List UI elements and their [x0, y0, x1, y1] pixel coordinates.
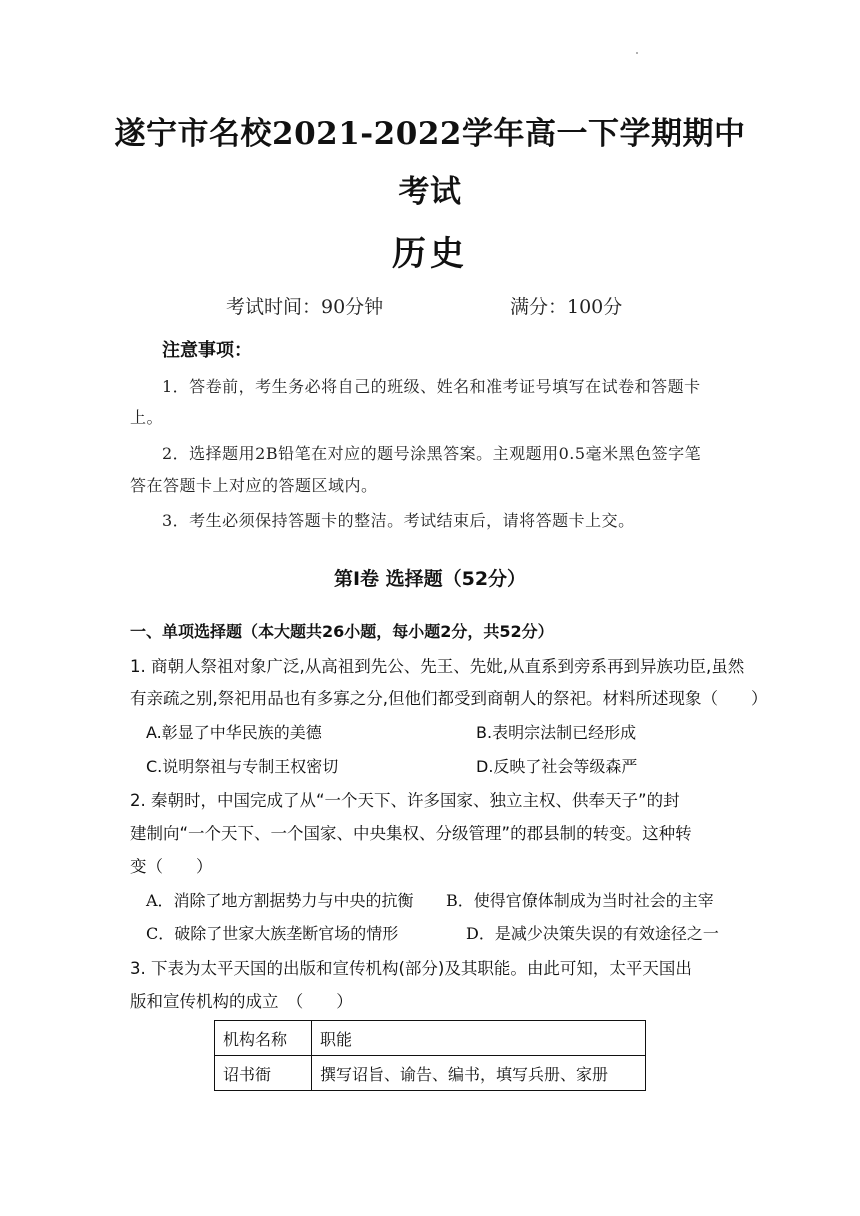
- table-header-row: [215, 1021, 646, 1056]
- question-2-line2: 建制向“一个天下、一个国家、中央集权、分级管理”的郡县制的转变。这种转: [130, 824, 692, 843]
- subject-title: 历史: [392, 234, 468, 274]
- question-2-line1: 2. 秦朝时，中国完成了从“一个天下、许多国家、独立主权、供奉天子”的封: [130, 791, 680, 810]
- question-2-line3: 变（ ）: [130, 857, 213, 876]
- section-title: 第Ⅰ卷 选择题（52分）: [333, 568, 527, 590]
- notice-item-2-line2: 答在答题卡上对应的答题区域内。: [130, 476, 378, 495]
- question-2-option-d: D．是减少决策失误的有效途径之一: [466, 924, 719, 943]
- table-header-cell: 职能: [312, 1021, 646, 1056]
- question-1-option-c: C.说明祭祖与专制王权密切: [146, 757, 339, 776]
- notice-item-1-line2: 上。: [130, 408, 164, 427]
- notice-item-1-line1: 1．答卷前，考生务必将自己的班级、姓名和准考证号填写在试卷和答题卡: [162, 377, 701, 396]
- table-header-cell: 机构名称: [215, 1021, 312, 1056]
- table-row: [215, 1056, 646, 1091]
- exam-title-line2: 考试: [398, 174, 462, 210]
- exam-time: 考试时间：90分钟: [226, 296, 384, 318]
- table-cell: 诏书衙: [215, 1056, 312, 1091]
- question-2-option-c: C．破除了世家大族垄断官场的情形: [146, 924, 399, 943]
- scan-dot: [636, 52, 638, 54]
- notice-item-3: 3．考生必须保持答题卡的整洁。考试结束后，请将答题卡上交。: [162, 511, 635, 530]
- question-3-line1: 3. 下表为太平天国的出版和宣传机构(部分)及其职能。由此可知，太平天国出: [130, 959, 692, 978]
- question-1-line2: 有亲疏之别,祭祀用品也有多寡之分,但他们都受到商朝人的祭祀。材料所述现象（ ）: [130, 689, 768, 708]
- question-1-option-a: A.彰显了中华民族的美德: [146, 723, 322, 742]
- question-1-option-d: D.反映了社会等级森严: [476, 757, 638, 776]
- question-2-option-a: A．消除了地方割据势力与中央的抗衡: [146, 891, 414, 910]
- part-heading: 一、单项选择题（本大题共26小题，每小题2分，共52分）: [130, 622, 554, 641]
- table-cell: 撰写诏旨、谕告、编书，填写兵册、家册: [312, 1056, 646, 1091]
- full-score: 满分：100分: [510, 296, 623, 318]
- question-1-line1: 1. 商朝人祭祖对象广泛,从高祖到先公、先王、先妣,从直系到旁系再到异族功臣,虽然: [130, 657, 745, 676]
- organization-table: [214, 1020, 646, 1091]
- question-1-option-b: B.表明宗法制已经形成: [476, 723, 637, 742]
- question-2-option-b: B．使得官僚体制成为当时社会的主宰: [446, 891, 714, 910]
- notice-item-2-line1: 2．选择题用2B铅笔在对应的题号涂黑答案。主观题用0.5毫米黑色签字笔: [162, 444, 702, 463]
- notice-heading: 注意事项：: [162, 340, 252, 361]
- question-3-line2: 版和宣传机构的成立 （ ）: [130, 992, 353, 1011]
- exam-title-line1: 遂宁市名校2021-2022学年高一下学期期中: [114, 116, 746, 152]
